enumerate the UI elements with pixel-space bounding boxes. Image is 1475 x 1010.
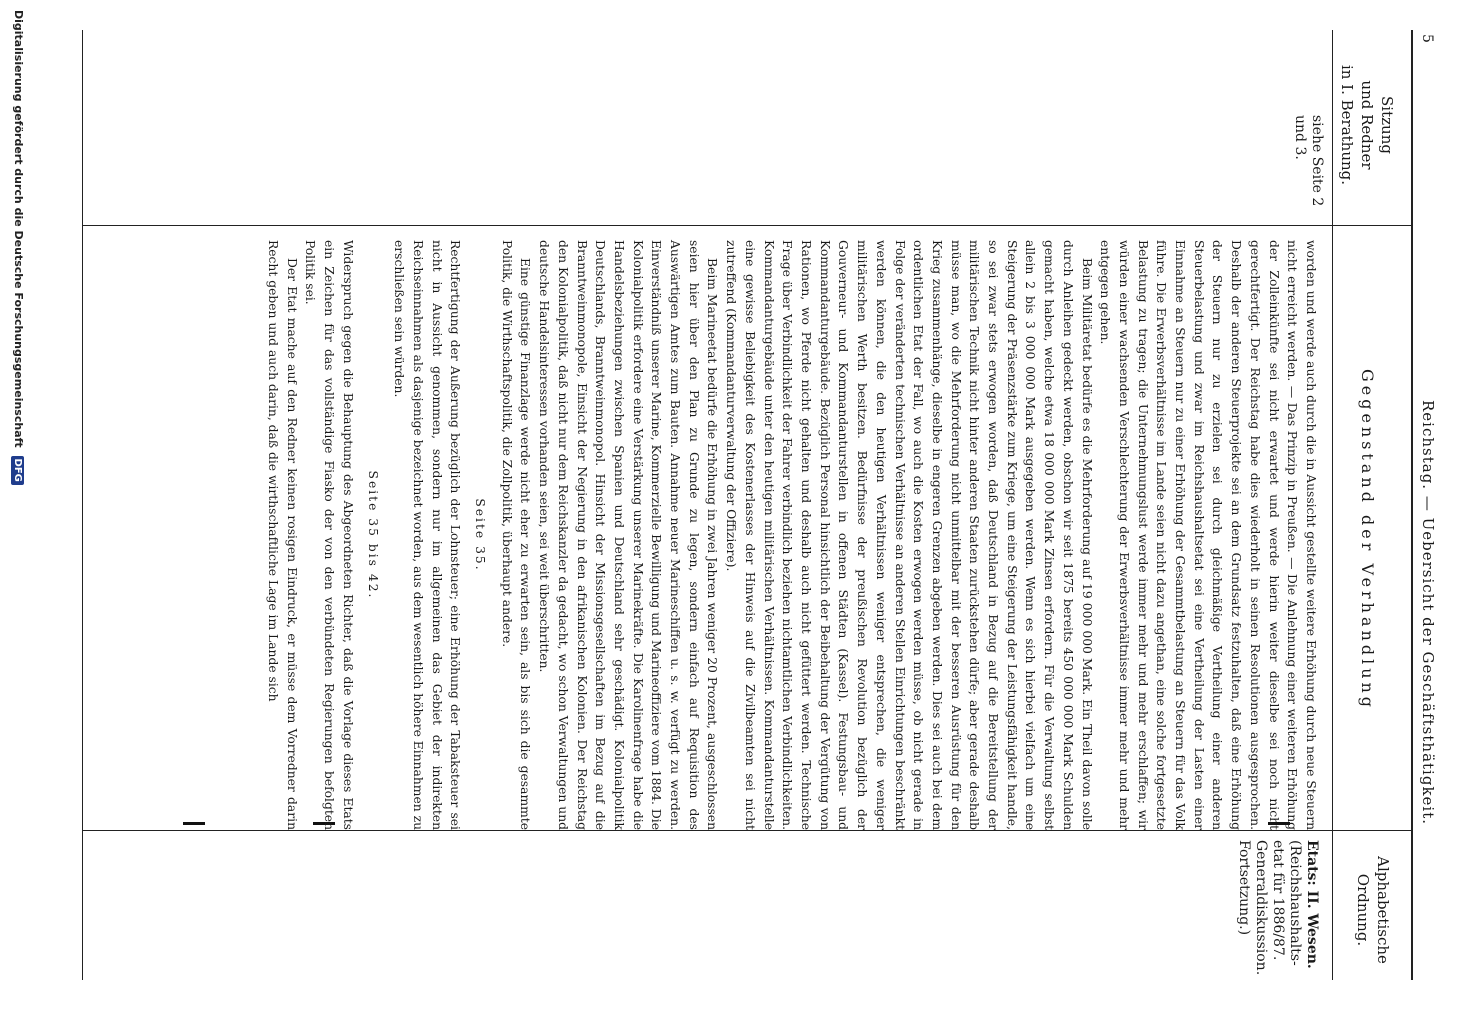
bottom-rule	[82, 30, 83, 980]
margin-marker	[183, 822, 205, 825]
right-column-heading	[1353, 835, 1393, 985]
paragraph: worden und werde auch durch die in Aussicht gestellte weitere Erhöhung durch neue Steuern nicht erreicht werden. — Das Prinzip in Preußen. — Die Anlehnung einer weiteren Erhöhung der Zolleinkünfte sei nicht erwartet und werde hierin weiter dieselbe sei noch nicht gerechtfertigt. Der Reichstag habe dies wiederholt in seinen Resolutionen ausgesprochen. Deshalb der anderen Steuerprojekte sei an dem Grundsatz festzuhalten, daß eine Erhöhung der Steuern nur zu erzielen sei durch gleichmäßige Vertheilung einer anderen Steuerbelastung und zwar im Reichshaushaltsetat sei eine Vertheilung der Lasten einer Einnahme an Steuern nur zu einer Erhöhung der Gesammtbelastung an Steuern für das Volk führe. Die Erwerbsverhältnisse im Lande seien nicht dazu angethan, eine solche fortgesetzte Belastung zu tragen; die Unternehmungslust werde immer mehr und mehr erschlaffen; wir würden einer wachsenden Verschlechterung der Erwerbsverhältnisse immer mehr und mehr entgegen gehen.	[1098, 240, 1318, 830]
entry-line: (Reichshaushalts-	[1287, 840, 1303, 966]
paragraph: Beim Marineetat bedürfe die Erhöhung in zwei Jahren weniger 20 Prozent, ausgeschlossen seien hier über den Plan zu Grunde zu legen, sondern einfach auf Requisition des Auswärtigen Amtes zum Bauten. Annahme neuer Marineschiffen u. s. w. verfügt zu werden. Einverständniß unserer Marine, Kommerzielle Bewilligung und Marineoffiziere vom 1884. Die Kolonialpolitik erfordere eine Verstärkung unserer Marinekräfte. Die Karolinenfrage habe die Handelsbeziehungen zwischen Spanien und Deutschland sehr geschädigt. Kolonialpolitik Deutschlands, Branntweinmonopol. Hinsicht der Missionsgesellschaften im Bezug auf die Branntweinmonopole, Einsicht der Negierung in den afrikanischen Kolonien. Der Reichstag den Kolonialpolitik, daß nicht nur dem Reichskanzler da gedacht, wo schon Verwaltungen und deutsche Handelsinteressen vorhanden seien, sei weit überschritten.	[537, 240, 720, 830]
right-divider	[83, 830, 1413, 831]
paragraph: Rechtfertigung der Außerung bezüglich der Lohnsteuer; eine Erhöhung der Tabaksteuer sei nicht in Aussicht genommen, sondern nur im allgemeinen das Gebiet der indirekten Reichseinnahmen als dasjenige bezeichnet worden, aus dem wesentlich höhere Einnahmen zu erschließen sein würden.	[392, 240, 463, 830]
reference-text: siehe Seite 2 und 3.	[1292, 115, 1325, 207]
dfg-logo: DFG	[11, 456, 24, 485]
paragraph: Widerspruch gegen die Behauptung des Abgeordneten Richter, daß die Vorlage dieses Etats ein Zeichen für das vollständige Fiasko der von den verbündeten Regierungen befolgten Politik sei.	[303, 240, 355, 830]
paragraph: Eine günstige Finanzlage werde nicht eher zu erwarten sein, als bis sich die gesammte Politik, die Wirthschaftspolitik, die Zollpolitik, überhaupt andere.	[499, 240, 533, 830]
paragraph: Beim Militäretat bedürfe es die Mehrforderung auf 19 000 000 Mark. Ein Theil davon solle durch Anleihen gedeckt werden, obschon wir seit 1875 bereits 450 000 000 Mark Schulden gemacht haben, welche etwa 18 000 000 Mark Zinsen erfordern. Für die Verwaltung selbst allein 2 bis 3 000 000 Mark ausgegeben werden. Wenn es sich hierbei vielfach um eine Steigerung der Präsenzstärke zum Kriege, um eine Steigerung der Leistungsfähigkeit handle, so sei zwar stets erwogen worden, daß Deutschland in Bezug auf die Bereitstellung der militärischen Technik nicht hinter anderen Staaten zurückstehen dürfe; aber gerade deshalb müsse man, wo die Mehrforderung nicht unmittelbar mit der besseren Ausrüstung für den Krieg zusammenhänge, dieselbe in engeren Grenzen abgeben werden. Dies sei auch bei dem ordentlichen Etat der Fall, wo auch die Kosten erwogen werden müsse, ob nicht gerade in Folge der veränderten technischen Verhältnisse an anderen Stellen Einrichtungen beschränkt werden können, die den heutigen Verhältnissen weniger entsprechen, die weniger militärischen Werth besitzen. Bedürfnisse der preußischen Revolution bezüglich der Gouverneur- und Kommandanturstellen in offenen Städten (Kassel). Festungsbau- und Kommandanturgebäude. Bezüglich Personal hinsichtlich der Beibehaltung der Vergütung von Rationen, wo Pferde nicht gehalten und deshalb auch nicht gefüttert werden. Technische Frage über Verbindlichkeit der Fahrer verbindlich beziehen nichtamtlichen Verbindlichkeiten. Kommandanturgebäude unter den heutigen militärischen Verhältnissen. Kommandanturstelle eine gewisse Beliebigkeit des Kostenerlasses der Hinweis auf die Zivilbeamten sei nicht zutreffend (Kommandanturverwaltung der Offiziere).	[724, 240, 1094, 830]
left-divider	[83, 225, 1413, 226]
digitization-footer	[11, 10, 25, 1010]
page-number: 5	[1419, 34, 1435, 43]
heading-line: Sitzung	[1378, 96, 1396, 154]
heading-line: und Redner	[1358, 80, 1376, 170]
heading-line: Ordnung.	[1354, 873, 1372, 947]
right-column-entry	[1235, 840, 1320, 985]
heading-line: Alphabetische	[1374, 856, 1392, 964]
paragraph: Der Etat mache auf den Redner keinen rosigen Eindruck, er müsse dem Vorredner darin Recht geben und auch darin, daß die wirthschaftliche Lage im Lande sich	[266, 240, 299, 830]
heading-line: in I. Berathung.	[1338, 64, 1356, 186]
digitization-note: Digitalisierung gefördert durch die Deutsche Forschungsgemeinschaft	[12, 10, 25, 448]
proceedings-text	[263, 240, 1320, 830]
entry-line: Fortsetzung.)	[1236, 840, 1252, 936]
page-reference: Seite 35 bis 42.	[365, 470, 380, 600]
header-rule	[1411, 30, 1413, 980]
center-column-heading: Gegenstand der Verhandlung	[1358, 368, 1377, 712]
running-title: Reichstag. — Uebersicht der Geschäftsthätigkeit.	[1419, 400, 1437, 825]
left-column-entry	[1291, 115, 1325, 225]
heading-rule	[1332, 30, 1333, 980]
page-reference: Seite 35.	[473, 498, 488, 572]
left-column-heading	[1337, 40, 1397, 210]
entry-line: etat für 1886/87.	[1270, 840, 1286, 961]
entry-title: Etats: II. Wesen.	[1304, 840, 1320, 969]
entry-line: Generaldiskussion.	[1253, 840, 1269, 976]
